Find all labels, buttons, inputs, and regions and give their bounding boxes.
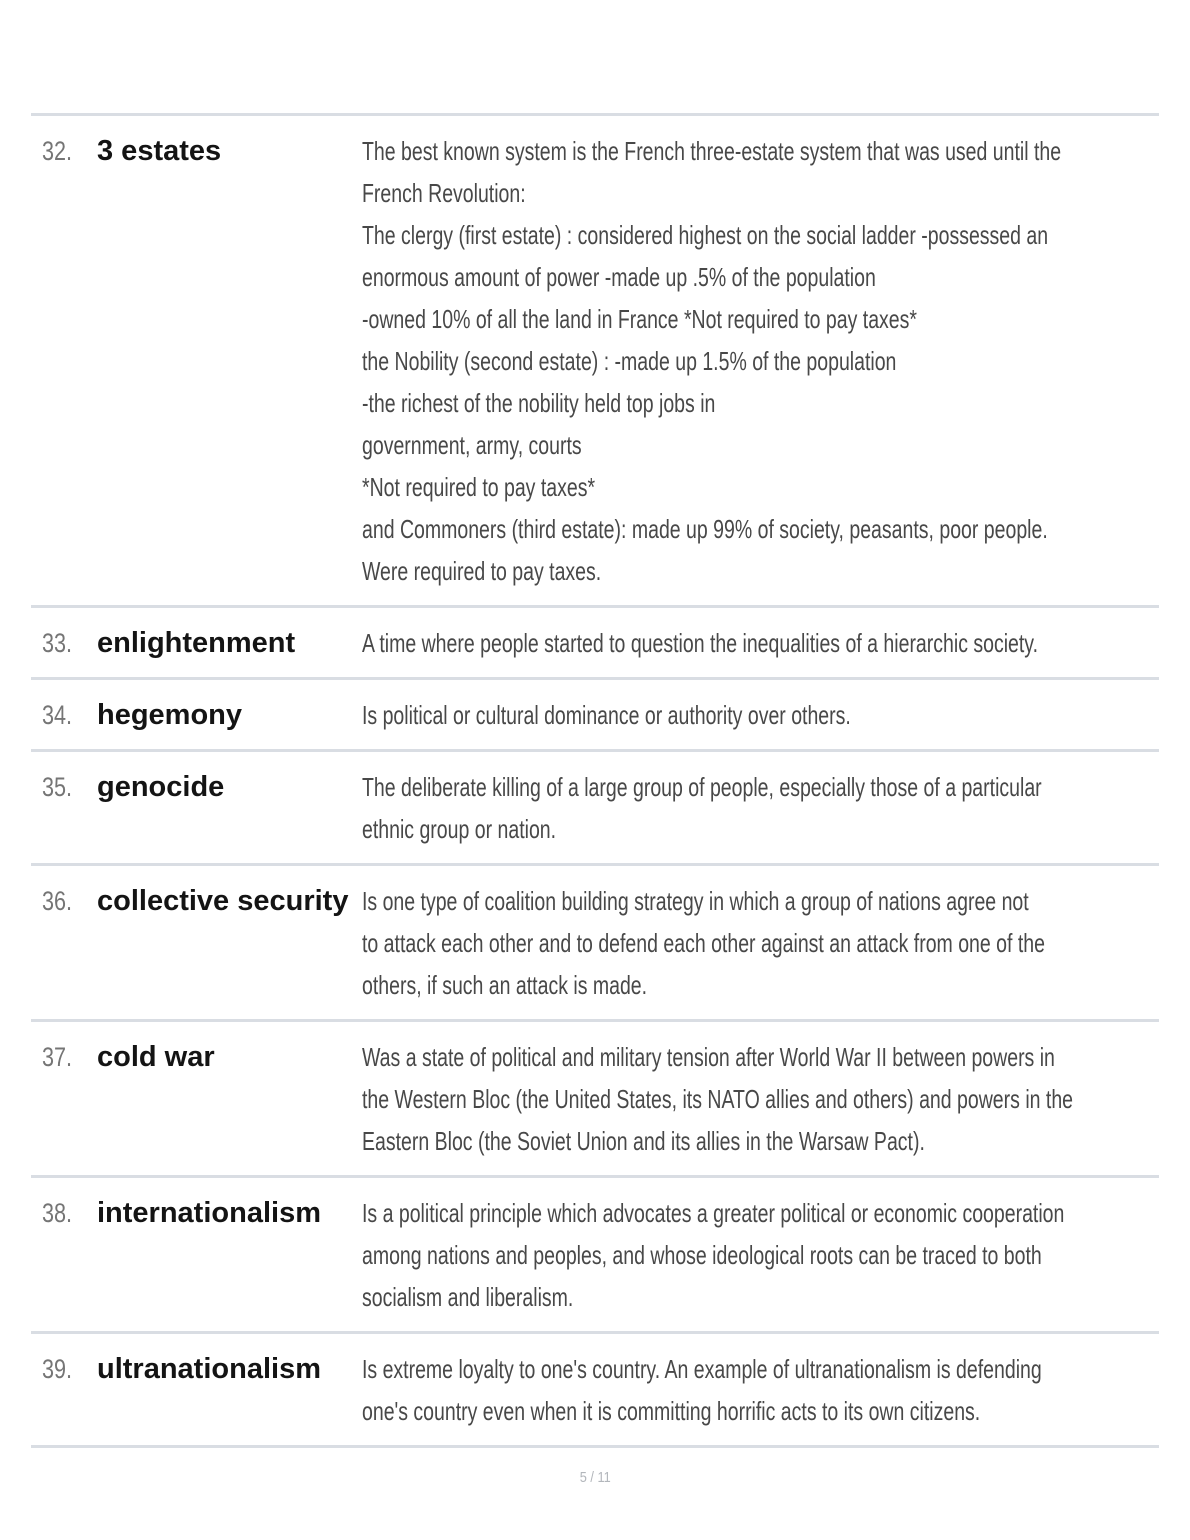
term-name: collective security — [97, 885, 349, 917]
glossary-row — [31, 605, 1159, 677]
definition-line: the Western Bloc (the United States, its NATO allies and others) and powers in the — [362, 1084, 1074, 1114]
page-number: 5 / 11 — [579, 1469, 611, 1486]
term-number: 35. — [42, 772, 73, 802]
term-definition — [362, 880, 1159, 1006]
glossary-row — [31, 113, 1159, 605]
definition-line: A time where people started to question the inequalities of a hierarchic society. — [362, 628, 1039, 658]
definition-line: The clergy (first estate) : considered highest on the social ladder -possessed an — [362, 220, 1049, 250]
definition-line: The deliberate killing of a large group of people, especially those of a particular — [362, 772, 1042, 802]
definition-line: the Nobility (second estate) : -made up 1.5% of the population — [362, 346, 897, 376]
term-number: 39. — [42, 1354, 73, 1384]
term-number: 37. — [42, 1042, 73, 1072]
definition-line: -owned 10% of all the land in France *Not required to pay taxes* — [362, 304, 917, 334]
term-number: 33. — [42, 628, 73, 658]
glossary-row — [31, 863, 1159, 1019]
definition-line: government, army, courts — [362, 430, 582, 460]
definition-line: The best known system is the French three-estate system that was used until the — [362, 136, 1062, 166]
definition-line: Were required to pay taxes. — [362, 556, 602, 586]
definition-line: one's country even when it is committing horrific acts to its own citizens. — [362, 1396, 981, 1426]
term-name: hegemony — [97, 699, 243, 731]
definition-line: -the richest of the nobility held top jobs in — [362, 388, 716, 418]
term-name: 3 estates — [97, 135, 222, 167]
term-name: internationalism — [97, 1197, 321, 1229]
definition-line: Was a state of political and military tension after World War II between powers in — [362, 1042, 1055, 1072]
glossary-row — [31, 1175, 1159, 1331]
definition-line: Is political or cultural dominance or authority over others. — [362, 700, 851, 730]
glossary-row — [31, 749, 1159, 863]
definition-line: Is extreme loyalty to one's country. An example of ultranationalism is defending — [362, 1354, 1042, 1384]
bottom-divider — [31, 1445, 1159, 1448]
term-definition — [362, 766, 1159, 850]
glossary-row — [31, 677, 1159, 749]
glossary-row — [31, 1019, 1159, 1175]
term-number: 36. — [42, 886, 73, 916]
term-definition — [362, 1036, 1159, 1162]
term-definition — [362, 1348, 1159, 1432]
term-definition — [362, 622, 1159, 664]
definition-line: *Not required to pay taxes* — [362, 472, 596, 502]
definition-line: French Revolution: — [362, 178, 526, 208]
term-definition — [362, 694, 1159, 736]
term-definition — [362, 1192, 1159, 1318]
definition-line: and Commoners (third estate): made up 99% of society, peasants, poor people. — [362, 514, 1048, 544]
definition-line: Is one type of coalition building strategy in which a group of nations agree not — [362, 886, 1029, 916]
term-number: 32. — [42, 136, 73, 166]
definition-line: among nations and peoples, and whose ideological roots can be traced to both — [362, 1240, 1042, 1270]
term-name: cold war — [97, 1041, 215, 1073]
definition-line: to attack each other and to defend each other against an attack from one of the — [362, 928, 1045, 958]
term-name: ultranationalism — [97, 1353, 321, 1385]
definition-line: others, if such an attack is made. — [362, 970, 648, 1000]
glossary-list — [31, 0, 1159, 1487]
term-name: enlightenment — [97, 627, 296, 659]
term-number: 38. — [42, 1198, 73, 1228]
definition-line: Is a political principle which advocates a greater political or economic cooperation — [362, 1198, 1065, 1228]
definition-line: socialism and liberalism. — [362, 1282, 574, 1312]
definition-line: enormous amount of power -made up .5% of the population — [362, 262, 876, 292]
term-definition — [362, 130, 1159, 592]
definition-line: ethnic group or nation. — [362, 814, 557, 844]
term-number: 34. — [42, 700, 73, 730]
glossary-row — [31, 1331, 1159, 1445]
page-footer — [31, 1469, 1159, 1487]
definition-line: Eastern Bloc (the Soviet Union and its allies in the Warsaw Pact). — [362, 1126, 925, 1156]
term-name: genocide — [97, 771, 225, 803]
